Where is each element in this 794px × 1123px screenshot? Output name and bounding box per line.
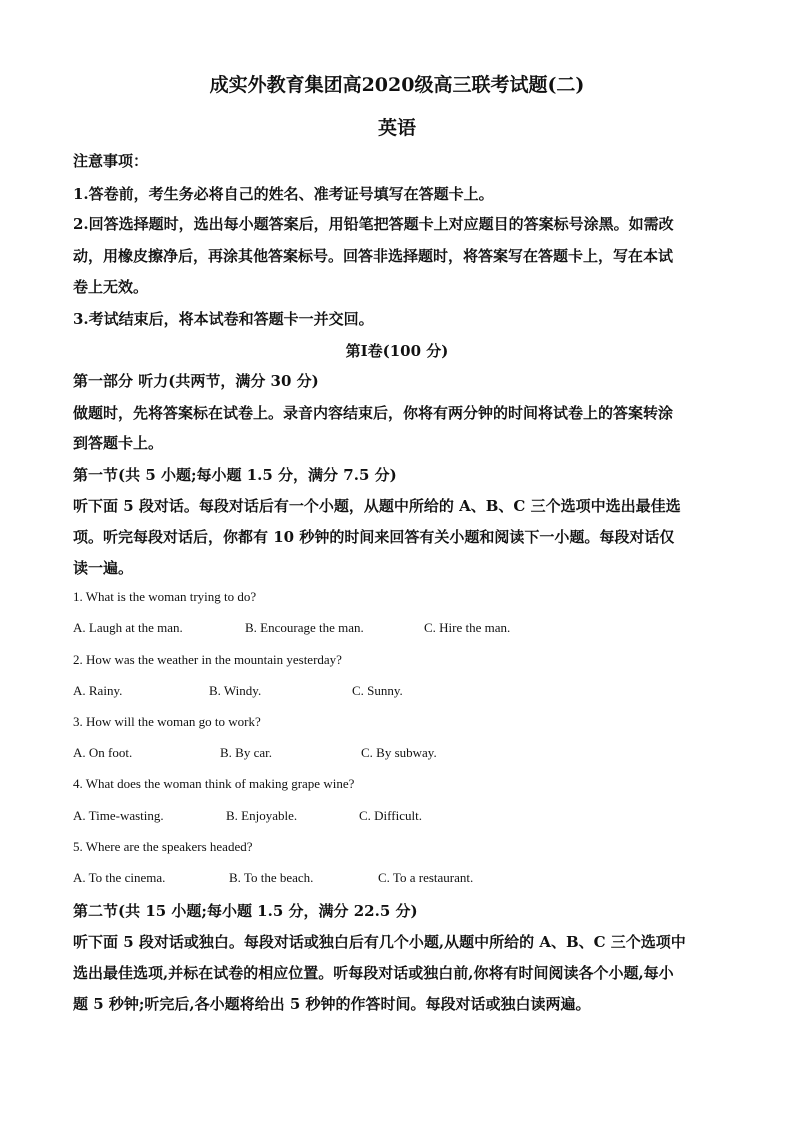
option-c: C. By subway. — [361, 745, 437, 760]
notice-heading: 注意事项： — [73, 152, 149, 170]
notice-item-2-line-1: 2.回答选择题时，选出每小题答案后，用铅笔把答题卡上对应题目的答案标号涂黑。如需改 — [73, 215, 674, 233]
exam-title: 成实外教育集团高2020级高三联考试题(二) — [209, 74, 585, 96]
question-stem: 3. How will the woman go to work? — [73, 714, 261, 729]
section1-line-1: 听下面 5 段对话。每段对话后有一个小题，从题中所给的 A、B、C 三个选项中选出最佳选 — [73, 497, 681, 515]
section1-heading: 第一节(共 5 小题;每小题 1.5 分，满分 7.5 分) — [73, 466, 397, 484]
option-c: C. Difficult. — [359, 808, 422, 823]
option-a: A. Rainy. — [73, 683, 123, 698]
option-a: A. Laugh at the man. — [73, 620, 183, 635]
option-b: B. Encourage the man. — [245, 620, 364, 635]
option-b: B. Windy. — [209, 683, 262, 698]
part1-intro-line-2: 到答题卡上。 — [73, 434, 164, 452]
question-stem: 1. What is the woman trying to do? — [73, 589, 257, 604]
option-a: A. On foot. — [73, 745, 133, 760]
question-stem: 2. How was the weather in the mountain yesterday? — [73, 652, 342, 667]
option-b: B. By car. — [220, 745, 272, 760]
option-a: A. Time-wasting. — [73, 808, 164, 823]
option-a: A. To the cinema. — [73, 870, 166, 885]
part1-intro-line-1: 做题时，先将答案标在试卷上。录音内容结束后，你将有两分钟的时间将试卷上的答案转涂 — [73, 404, 674, 422]
option-c: C. To a restaurant. — [378, 870, 474, 885]
option-b: B. To the beach. — [229, 870, 314, 885]
section2-heading: 第二节(共 15 小题;每小题 1.5 分，满分 22.5 分) — [73, 902, 418, 920]
section2-line-3: 题 5 秒钟;听完后,各小题将给出 5 秒钟的作答时间。每段对话或独白读两遍。 — [73, 995, 591, 1013]
section2-line-2: 选出最佳选项,并标在试卷的相应位置。听每段对话或独白前,你将有时间阅读各个小题,每小 — [73, 964, 674, 982]
section1-line-2: 项。听完每段对话后，你都有 10 秒钟的时间来回答有关小题和阅读下一小题。每段对话仅 — [73, 528, 675, 546]
volume-heading: 第Ⅰ卷(100 分) — [345, 342, 449, 360]
section1-line-3: 读一遍。 — [73, 559, 134, 577]
section2-line-1: 听下面 5 段对话或独白。每段对话或独白后有几个小题,从题中所给的 A、B、C 三个选项中 — [73, 933, 686, 951]
notice-item-2-line-2: 动，用橡皮擦净后，再涂其他答案标号。回答非选择题时，将答案写在答题卡上，写在本试 — [73, 247, 674, 265]
subject-title: 英语 — [377, 117, 416, 139]
notice-item-2-line-3: 卷上无效。 — [73, 278, 149, 296]
question-stem: 4. What does the woman think of making grape wine? — [73, 776, 355, 791]
question-stem: 5. Where are the speakers headed? — [73, 839, 253, 854]
option-c: C. Hire the man. — [424, 620, 511, 635]
option-c: C. Sunny. — [352, 683, 403, 698]
notice-item-1: 1.答卷前，考生务必将自己的姓名、准考证号填写在答题卡上。 — [73, 185, 494, 203]
option-b: B. Enjoyable. — [226, 808, 298, 823]
part1-heading: 第一部分 听力(共两节，满分 30 分) — [73, 372, 319, 390]
notice-item-3: 3.考试结束后，将本试卷和答题卡一并交回。 — [73, 310, 374, 328]
